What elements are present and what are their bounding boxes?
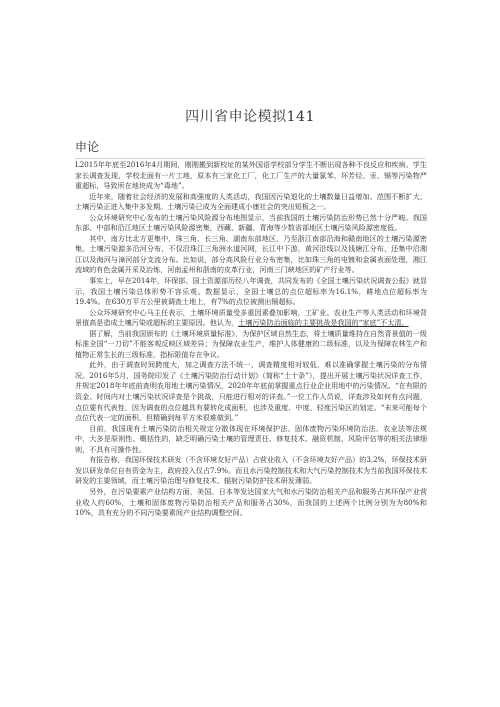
paragraph: L2015年年底至2016年4月期间，刚刚搬到新校址的某外国语学校部分学生不断出现各种不良反应和疾病。学生家长调查发现，学校北面有一片工地，原本有三家化工厂，化工厂生产的大量氯苯、环芳烃、汞、镉等污染物严重超标，导致所在地块成为“毒地”。 xyxy=(75,160,427,191)
paragraph: 据了解，当前我国颁布的《土壤环境质量标准》，为保护区域自然生态，将土壤质量维持在自然背景值的一级标准全国“一刀切”不能客观反映区域差异；为保障农业生产，维护人体健康的二级标准，以及为保障农林生产和植物正常生长的三级标准，指标限值存在争议。 xyxy=(75,328,427,359)
paragraph: 此外，由于调查时间跨度大，加之调查方法不统一、调查精度相对较低，难以准确掌握土壤污染的分布情况。2016年5月，国务院印发了《土壤污染防治行动计划》（简称“土十条”），提出开展土壤污染状况详查工作，并规定2018年年底前查明农用地土壤污染情况，2020年年底前掌握重点行业企业用地中的污染情况。“在有限的资金、时间内对土壤污染状况详查是个挑战，只能进行相对的详查。”一位工作人员说，详查涉及如何有点问题，点位要有代表性，因为调查的点位越具有要转化成面积，也涉及重度、中度、轻度污染区的划定。“未来可能每个点位代表一定的面积，但精确到每平方米很难做到。” xyxy=(75,360,427,423)
paragraph: 目前，我国现有土壤污染防治相关规定分散体现在环境保护法、固体废物污染环境防治法、农业法等法规中，大多是原则性、概括性的，缺乏明确污染土壤的管理责任、修复技术、融资机制、风险评估等的相关法律细则，不具有可操作性。 xyxy=(75,423,427,454)
paragraph: 公众环境研究中心马主任表示，土壤环境质量受多重因素叠加影响，工矿业、农业生产等人类活动和环境背景值高是造成土壤污染或超标的主要原因。他认为，土壤污染防治面临的主要挑战是我国的“家底”不太清。 xyxy=(75,307,427,328)
paragraph: 公众环境研究中心发布的土壤污染风险源分布地图显示，当前我国的土壤污染防治形势已然十分严峻。我国东部、中部和沿江地区土壤污染风险源密集，西藏、新疆、青海等少数省部地区土壤污染风险源密度低。 xyxy=(75,212,427,233)
paragraph: 另外，在污染要素产业结构方面，美国、日本等发达国家大气和水污染防治相关产品和服务占其环保产业营业收入约60%，土壤和固体废物污染防治相关产品和服务占30%，而我国的上述两个比例分别为为80%和10%，具有充分的不同污染要素间产业结构调整空间。 xyxy=(75,486,427,518)
document-title: 四川省申论模拟141 xyxy=(185,109,315,125)
document-body xyxy=(75,160,427,519)
paragraph: 近年来，随着社会经济的发展和高强度的人类活动，我国因污染退化的土壤数量日益增加、范围不断扩大，土壤污染正进入集中多发期。土壤污染已成为全面建成小康社会的突出短板之一。 xyxy=(75,191,427,212)
section-heading: 申论 xyxy=(75,140,100,154)
underlined-text: 土壤污染防治面临的主要挑战是我国的“家底”不太清。 xyxy=(238,318,409,328)
paragraph: 其中，南方比北方更集中，珠三角、长三角、湖南东部地区，乃至浙江南部沿海和赣南地区的土壤污染源密集。土壤污染源多沿河分布，不仅沿珠江三角洲水道河网，长江中下游，黄河沿线以及钱塘江分布，还集中沿湘江以及海河与漳河部分支流分布。比如说，部分高风险行业分布密集，比如珠三角的电镀和金属表面处理，湘江流域的有色金属开采及冶炼，河南孟州和浙南的皮革行业，河南三门峡地区的矿产行业等。 xyxy=(75,233,427,275)
paragraph: 事实上，早在2014年，环保部、国土资源部历经八年调查，共同发布的《全国土壤污染状况调查公报》就显示，我国土壤污染总体形势不容乐观。数据显示，全国土壤总的点位超标率为16.1%，耕地点位超标率为19.4%。在630万平方公里被调查土地上，有7%的点位被测出镉超标。 xyxy=(75,276,427,307)
heading-divider xyxy=(75,158,425,159)
paragraph: 有报告称，我国环保技术研发（不含环境友好产品）占营业收入（不含环境友好产品）的3.2%，环保技术研发以研发单位自有资金为主，政府投入仅占7.9%。而且水污染控制技术和大气污染控制技术为当前我国环保技术研发的主要领域，而土壤污染治理与修复技术、辐射污染防护技术研发薄弱。 xyxy=(75,455,427,486)
